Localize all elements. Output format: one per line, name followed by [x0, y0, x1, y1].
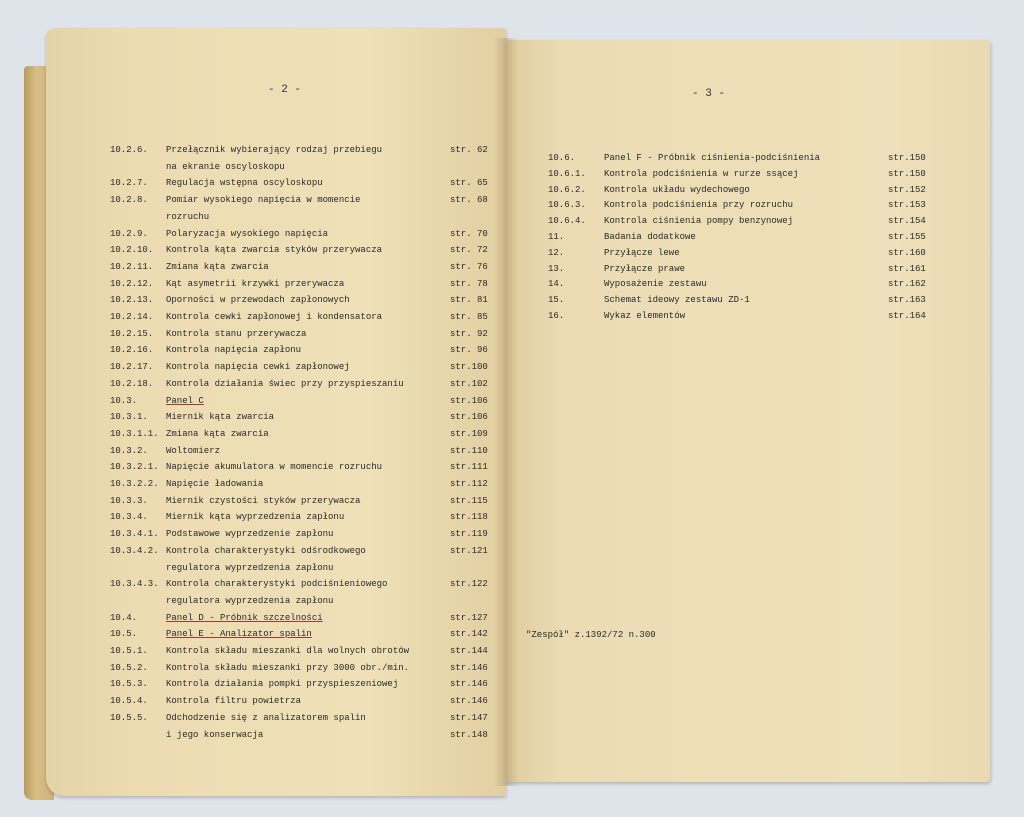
toc-entry	[110, 428, 500, 440]
toc-entry-number: 10.6.	[548, 153, 576, 163]
toc-entry-page: str.155	[888, 232, 926, 242]
toc-entry	[110, 495, 500, 507]
print-note: "Zespół" z.1392/72 n.300	[526, 630, 656, 640]
toc-entry-title: Kontrola składu mieszanki przy 3000 obr./min.	[166, 662, 410, 673]
toc-entry	[110, 612, 500, 624]
toc-entry-number: 10.2.8.	[110, 195, 148, 206]
toc-entry-page: str.106	[450, 412, 488, 423]
toc-entry-page: str.153	[888, 200, 926, 211]
toc-entry-number: 10.6.3.	[548, 200, 586, 211]
toc-entry-number: 10.6.4.	[548, 216, 586, 227]
right-page	[506, 40, 990, 782]
toc-entry-page: str.146	[450, 679, 488, 690]
toc-entry	[548, 168, 968, 180]
toc-entry	[110, 194, 500, 206]
toc-entry-number: 10.3.4.3.	[110, 579, 159, 590]
toc-entry	[548, 215, 968, 227]
toc-entry	[548, 263, 968, 275]
toc-entry-page: str.164	[888, 311, 926, 321]
toc-entry	[110, 244, 500, 256]
toc-entry-number: 11.	[548, 232, 565, 242]
toc-entry	[110, 729, 500, 741]
toc-entry-title: Kąt asymetrii krzywki przerywacza	[166, 278, 345, 289]
toc-entry-title: Regulacja wstępna oscyloskopu	[166, 178, 323, 189]
toc-entry-page: str.161	[888, 263, 926, 274]
toc-entry-title: Woltomierz	[166, 445, 221, 456]
toc-entry-number: 10.2.18.	[110, 378, 154, 389]
toc-entry-page: str. 76	[450, 261, 488, 272]
toc-entry	[110, 328, 500, 340]
toc-entry-number: 10.3.2.1.	[110, 462, 159, 473]
toc-entry-title: Kontrola stanu przerywacza	[166, 328, 307, 339]
toc-entry-title: na ekranie oscyloskopu	[166, 161, 285, 172]
toc-entry	[548, 152, 968, 164]
toc-entry-number: 10.3.3.	[110, 495, 148, 506]
toc-entry-title: Miernik czystości styków przerywacza	[166, 495, 361, 506]
toc-entry-number: 10.5.2.	[110, 662, 148, 673]
toc-entry-title: Kontrola układu wydechowego	[604, 184, 750, 195]
toc-entry-title: Przyłącze lewe	[604, 247, 680, 258]
left-page	[46, 28, 506, 796]
toc-entry-title: Kontrola kąta zwarcia styków przerywacza	[166, 245, 383, 256]
toc-entry-page: str.111	[450, 462, 488, 473]
toc-entry-number: 10.5.4.	[110, 696, 148, 707]
toc-entry-page: str.148	[450, 729, 488, 740]
toc-entry-page: str.154	[888, 216, 926, 227]
toc-entry	[110, 378, 500, 390]
toc-entry-page: str.147	[450, 712, 488, 723]
toc-entry	[110, 678, 500, 690]
toc-entry-number: 10.3.1.	[110, 412, 148, 423]
toc-entry-title: Przełącznik wybierający rodzaj przebiegu	[166, 145, 383, 155]
toc-entry-page: str.115	[450, 495, 488, 506]
toc-entry	[110, 578, 500, 590]
toc-entry-title: Wyposażenie zestawu	[604, 279, 707, 290]
toc-entry-title: Panel E - Analizator spalin	[166, 629, 312, 640]
toc-entry-page: str. 68	[450, 195, 488, 206]
toc-entry	[110, 478, 500, 490]
toc-entry-page: str. 65	[450, 178, 488, 189]
toc-entry	[110, 294, 500, 306]
toc-entry-number: 10.3.4.2.	[110, 545, 159, 556]
page-number-left: - 2 -	[268, 84, 302, 96]
toc-entry	[548, 247, 968, 259]
toc-entry-title: rozruchu	[166, 211, 210, 222]
toc-entry-page: str.122	[450, 579, 488, 590]
toc-entry	[110, 461, 500, 473]
toc-entry	[110, 161, 500, 173]
toc-entry-page: str.109	[450, 428, 488, 439]
toc-entry	[110, 562, 500, 574]
toc-entry-number: 10.2.17.	[110, 362, 154, 373]
toc-entry	[110, 144, 500, 156]
toc-entry-page: str.146	[450, 662, 488, 673]
toc-entry	[110, 712, 500, 724]
toc-entry-page: str.119	[450, 529, 488, 540]
toc-entry	[110, 511, 500, 523]
toc-entry-title: Kontrola charakterystyki podciśnieniowego	[166, 579, 388, 590]
toc-entry-page: str.121	[450, 545, 488, 556]
toc-entry-title: Kontrola napięcia zapłonu	[166, 345, 302, 356]
toc-entry-title: Odchodzenie się z analizatorem spalin	[166, 712, 366, 723]
toc-entry-page: str.162	[888, 279, 926, 290]
toc-entry	[548, 184, 968, 196]
toc-entry-title: Oporności w przewodach zapłonowych	[166, 295, 350, 306]
toc-entry-title: Polaryzacja wysokiego napięcia	[166, 228, 329, 239]
toc-entry-title: Kontrola napięcia cewki zapłonowej	[166, 362, 350, 373]
toc-entry-number: 10.2.10.	[110, 245, 154, 256]
toc-entry-number: 10.5.5.	[110, 712, 148, 723]
toc-entry	[110, 545, 500, 557]
toc-entry-title: Kontrola charakterystyki odśrodkowego	[166, 545, 366, 556]
toc-entry-page: str. 70	[450, 228, 488, 239]
toc-entry-title: Kontrola podciśnienia przy rozruchu	[604, 200, 794, 211]
toc-entry-title: Panel F - Próbnik ciśnienia-podciśnienia	[604, 153, 821, 163]
toc-entry-page: str. 72	[450, 245, 488, 256]
toc-entry	[110, 344, 500, 356]
toc-entry-title: regulatora wyprzedzenia zapłonu	[166, 562, 334, 573]
toc-entry	[110, 261, 500, 273]
toc-entry	[110, 628, 500, 640]
toc-entry-number: 16.	[548, 311, 565, 321]
toc-entry-number: 10.3.4.1.	[110, 529, 159, 540]
toc-entry	[110, 177, 500, 189]
toc-entry	[110, 445, 500, 457]
toc-entry-title: Wykaz elementów	[604, 311, 686, 321]
toc-entry-title: Podstawowe wyprzedzenie zapłonu	[166, 529, 334, 540]
book-gutter	[494, 38, 518, 786]
toc-entry-number: 10.2.7.	[110, 178, 148, 189]
toc-entry-page: str. 92	[450, 328, 488, 339]
toc-entry	[110, 395, 500, 407]
toc-entry-number: 15.	[548, 295, 565, 306]
toc-entry-page: str. 96	[450, 345, 488, 356]
toc-entry-page: str. 81	[450, 295, 488, 306]
toc-entry-number: 10.2.11.	[110, 261, 154, 272]
toc-entry-page: str.142	[450, 629, 488, 640]
toc-entry-page: str.100	[450, 362, 488, 373]
toc-entry-title: Miernik kąta wyprzedzenia zapłonu	[166, 512, 345, 523]
toc-entry-page: str. 85	[450, 312, 488, 322]
toc-entry-title: Zmiana kąta zwarcia	[166, 428, 269, 439]
toc-entry-number: 10.5.3.	[110, 679, 148, 690]
toc-entry-title: Miernik kąta zwarcia	[166, 412, 275, 423]
toc-entry-title: Pomiar wysokiego napięcia w momencie	[166, 195, 361, 206]
toc-entry	[548, 310, 968, 322]
toc-entry-page: str.118	[450, 512, 488, 523]
toc-entry	[110, 278, 500, 290]
toc-entry	[110, 645, 500, 657]
toc-entry-page: str.150	[888, 168, 926, 179]
toc-entry-number: 10.2.14.	[110, 312, 154, 322]
toc-entry-title: Napięcie ładowania	[166, 479, 264, 489]
toc-entry-page: str.106	[450, 395, 488, 406]
toc-entry-number: 10.4.	[110, 612, 138, 623]
toc-entry-page: str.144	[450, 646, 488, 656]
toc-entry-number: 10.3.2.	[110, 445, 148, 456]
toc-entry-page: str.150	[888, 153, 926, 163]
toc-entry-number: 10.2.13.	[110, 295, 154, 306]
toc-entry-title: Kontrola cewki zapłonowej i kondensatora	[166, 312, 383, 322]
toc-entry-page: str.127	[450, 612, 488, 623]
toc-entry-number: 10.3.1.1.	[110, 428, 159, 439]
toc-entry	[548, 199, 968, 211]
toc-entry-page: str.102	[450, 378, 488, 389]
toc-entry-title: Kontrola działania świec przy przyspieszaniu	[166, 378, 404, 389]
open-booklet	[24, 28, 990, 798]
toc-entry-number: 12.	[548, 247, 565, 258]
toc-entry-number: 10.2.9.	[110, 228, 148, 239]
toc-entry	[548, 231, 968, 243]
toc-entry	[548, 278, 968, 290]
toc-entry-number: 10.2.6.	[110, 145, 148, 155]
toc-entry-title: Panel D - Próbnik szczelności	[166, 612, 323, 623]
toc-entry-page: str.110	[450, 445, 488, 456]
toc-entry-title: Przyłącze prawe	[604, 263, 686, 274]
toc-entry	[110, 361, 500, 373]
toc-entry-title: Kontrola składu mieszanki dla wolnych obrotów	[166, 646, 410, 656]
toc-entry-title: Kontrola ciśnienia pompy benzynowej	[604, 216, 794, 227]
toc-entry-title: Panel C	[166, 395, 204, 406]
toc-entry-title: Kontrola podciśnienia w rurze ssącej	[604, 168, 799, 179]
toc-entry	[110, 595, 500, 607]
toc-entry	[110, 662, 500, 674]
toc-entry-number: 10.5.1.	[110, 646, 148, 656]
toc-entry-title: Schemat ideowy zestawu ZD-1	[604, 295, 750, 306]
toc-entry	[110, 695, 500, 707]
toc-entry-title: Kontrola filtru powietrza	[166, 696, 302, 707]
toc-entry-title: regulatora wyprzedzenia zapłonu	[166, 595, 334, 606]
toc-entry-number: 10.5.	[110, 629, 138, 640]
toc-entry-page: str.146	[450, 696, 488, 707]
toc-entry-page: str.152	[888, 184, 926, 195]
toc-entry-number: 10.6.2.	[548, 184, 586, 195]
toc-entry	[548, 294, 968, 306]
toc-entry-title: i jego konserwacja	[166, 729, 264, 740]
toc-entry-number: 10.3.4.	[110, 512, 148, 523]
toc-entry-number: 13.	[548, 263, 565, 274]
toc-entry-page: str. 62	[450, 145, 488, 155]
page-number-right: - 3 -	[692, 88, 726, 100]
toc-entry-title: Napięcie akumulatora w momencie rozruchu	[166, 462, 383, 473]
toc-entry-page: str.160	[888, 247, 926, 258]
toc-entry-number: 14.	[548, 279, 565, 290]
toc-entry-title: Badania dodatkowe	[604, 232, 696, 242]
toc-entry	[110, 211, 500, 223]
toc-entry-number: 10.2.16.	[110, 345, 154, 356]
toc-entry	[110, 528, 500, 540]
toc-entry-title: Zmiana kąta zwarcia	[166, 261, 269, 272]
toc-entry	[110, 311, 500, 323]
toc-entry-number: 10.2.15.	[110, 328, 154, 339]
toc-entry	[110, 228, 500, 240]
toc-entry-number: 10.2.12.	[110, 278, 154, 289]
toc-entry-number: 10.6.1.	[548, 168, 586, 179]
toc-entry	[110, 411, 500, 423]
toc-entry-page: str.112	[450, 479, 488, 489]
toc-entry-page: str. 78	[450, 278, 488, 289]
toc-entry-page: str.163	[888, 295, 926, 306]
toc-entry-number: 10.3.2.2.	[110, 479, 159, 489]
toc-entry-title: Kontrola działania pompki przyspieszeniowej	[166, 679, 399, 690]
toc-entry-number: 10.3.	[110, 395, 138, 406]
